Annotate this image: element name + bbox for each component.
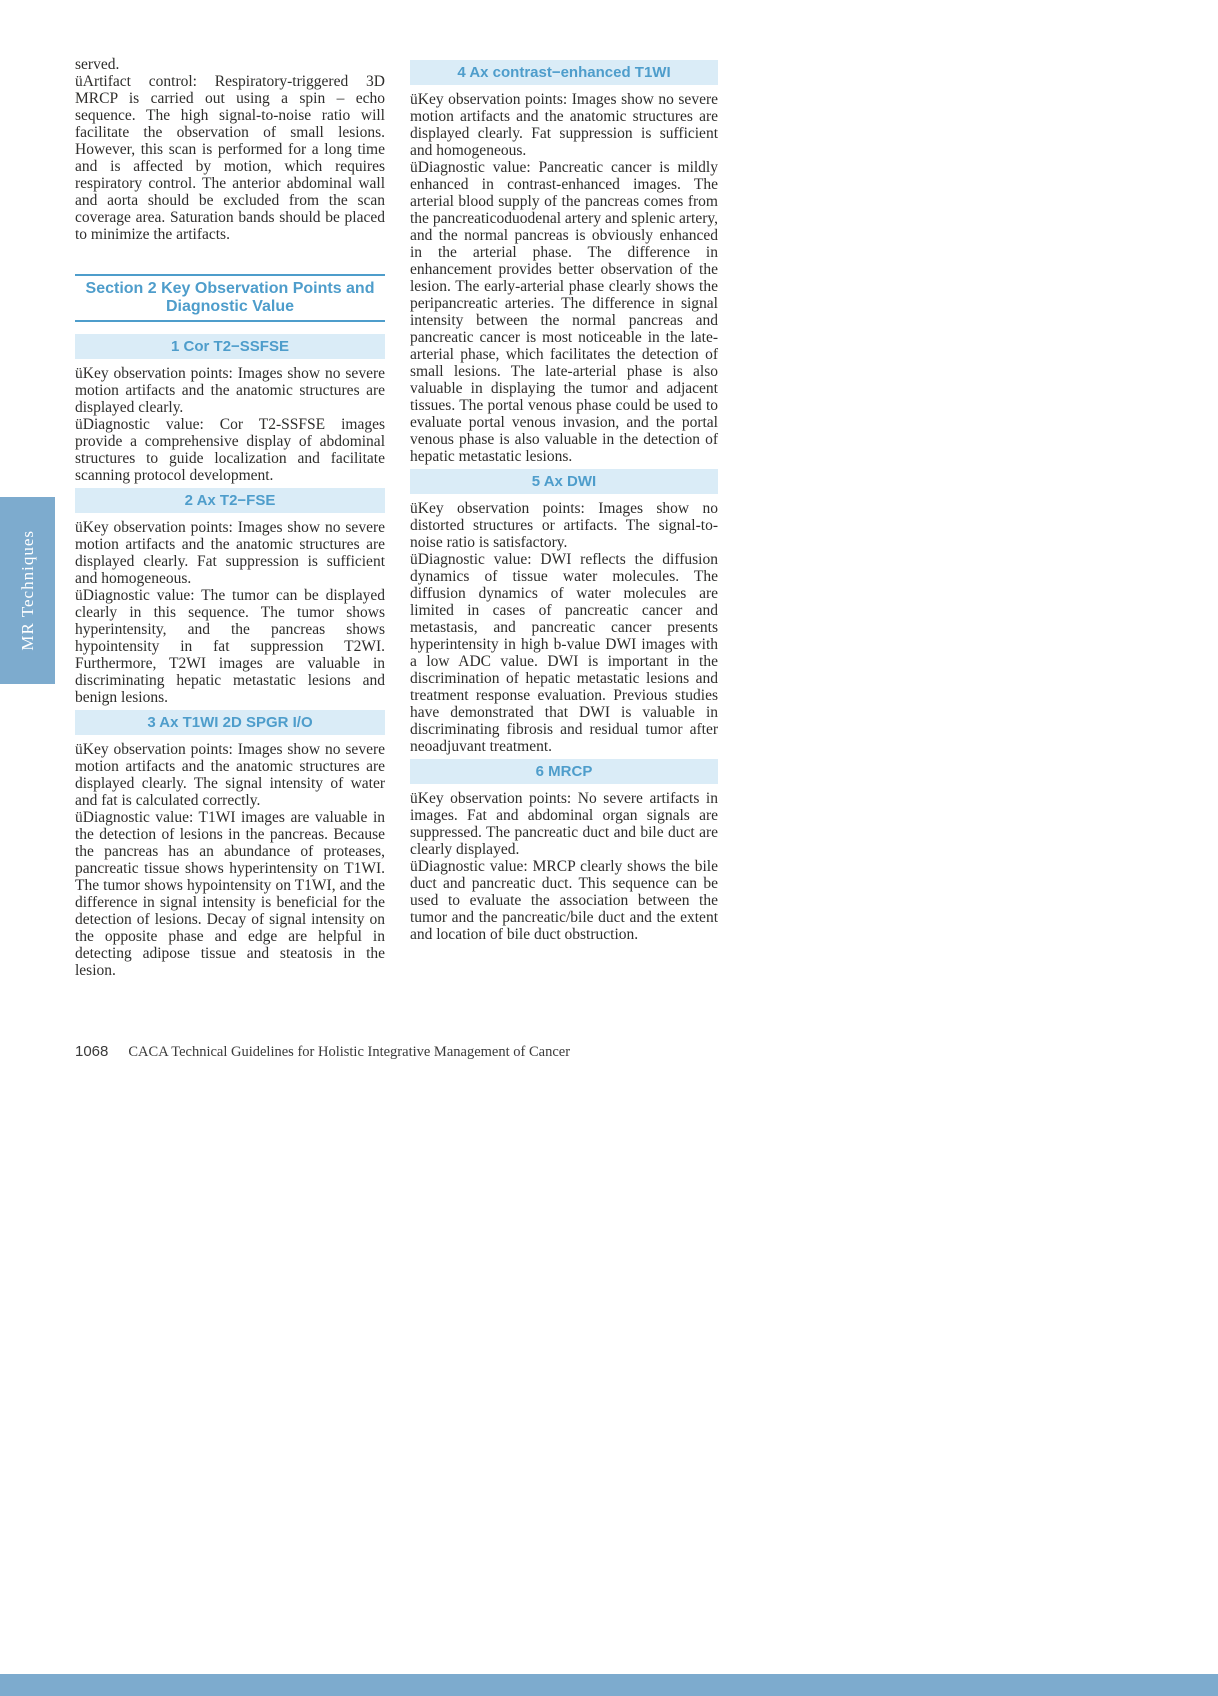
- paragraph-diagnostic-value: üDiagnostic value: Pancreatic cancer is mildly enhanced in contrast-enhanced images. The arterial blood supply of the pancreas comes from the pancreaticoduodenal artery and splenic artery, and the normal pancreas is obviously enhanced in the arterial phase. The difference in enhancement provides better observation of the lesion. The early-arterial phase clearly shows the peripancreatic arteries. The difference in signal intensity between the normal pancreas and pancreatic cancer is most noticeable in the late-arterial phase, which facilitates the detection of small lesions. The late-arterial phase is also valuable in displaying the tumor and adjacent tissues. The portal venous phase could be used to evaluate portal venous invasion, and the portal venous phase is also valuable in the detection of hepatic metastatic lesions.: [410, 159, 718, 465]
- right-column: [410, 56, 718, 943]
- paragraph-diagnostic-value: üDiagnostic value: DWI reflects the diffusion dynamics of tissue water molecules. The diffusion dynamics of water molecules are limited in cases of pancreatic cancer and metastasis, and pancreatic cancer presents hyperintensity in high b-value DWI images with a low ADC value. DWI is important in the discrimination of hepatic metastatic lesions and treatment response evaluation. Previous studies have demonstrated that DWI is valuable in discriminating fibrosis and residual tumor after neoadjuvant treatment.: [410, 551, 718, 755]
- paragraph: served.: [75, 56, 120, 73]
- left-column: [75, 56, 385, 979]
- heading-3-ax-t1wi-2d-spgr-io: 3 Ax T1WI 2D SPGR I/O: [75, 710, 385, 735]
- paragraph-artifact-control: üArtifact control: Respiratory-triggered 3D MRCP is carried out using a spin – echo sequence. The high signal-to-noise ratio will facilitate the observation of small lesions. However, this scan is performed for a long time and is affected by motion, which requires respiratory control. The anterior abdominal wall and aorta should be excluded from the scan coverage area. Saturation bands should be placed to minimize the artifacts.: [75, 73, 385, 243]
- section-2-header: [75, 274, 385, 322]
- page-footer: [75, 1043, 570, 1061]
- paragraph-key-points: üKey observation points: Images show no severe motion artifacts and the anatomic structures are displayed clearly. Fat suppression is sufficient and homogeneous.: [410, 91, 718, 159]
- page-number: 1068: [75, 1043, 109, 1060]
- paragraph-key-points: üKey observation points: Images show no distorted structures or artifacts. The signal-to-noise ratio is satisfactory.: [410, 500, 718, 551]
- heading-1-cor-t2-ssfse: 1 Cor T2−SSFSE: [75, 334, 385, 359]
- paragraph-diagnostic-value: üDiagnostic value: T1WI images are valuable in the detection of lesions in the pancreas. Because the pancreas has an abundance of proteases, pancreatic tissue shows hyperintensity on T1WI. The tumor shows hypointensity on T1WI, and the difference in signal intensity is beneficial for the detection of lesions. Decay of signal intensity on the opposite phase and edge are helpful in detecting adipose tissue and steatosis in the lesion.: [75, 809, 385, 979]
- heading-2-ax-t2-fse: 2 Ax T2−FSE: [75, 488, 385, 513]
- chapter-side-tab-label: MR Techniques: [17, 530, 37, 651]
- paragraph-key-points: üKey observation points: No severe artifacts in images. Fat and abdominal organ signals are suppressed. The pancreatic duct and bile duct are clearly displayed.: [410, 790, 718, 858]
- heading-6-mrcp: 6 MRCP: [410, 759, 718, 784]
- running-book-title: CACA Technical Guidelines for Holistic Integrative Management of Cancer: [128, 1044, 571, 1060]
- paragraph-key-points: üKey observation points: Images show no severe motion artifacts and the anatomic structures are displayed clearly. Fat suppression is sufficient and homogeneous.: [75, 519, 385, 587]
- heading-5-ax-dwi: 5 Ax DWI: [410, 469, 718, 494]
- paragraph-key-points: üKey observation points: Images show no severe motion artifacts and the anatomic structures are displayed clearly.: [75, 365, 385, 416]
- bottom-color-bar: [0, 1674, 1218, 1696]
- heading-4-ax-contrast-enhanced-t1wi: 4 Ax contrast−enhanced T1WI: [410, 60, 718, 85]
- paragraph-diagnostic-value: üDiagnostic value: MRCP clearly shows the bile duct and pancreatic duct. This sequence can be used to evaluate the association between the tumor and the pancreatic/bile duct and the extent and location of bile duct obstruction.: [410, 858, 718, 943]
- paragraph-diagnostic-value: üDiagnostic value: The tumor can be displayed clearly in this sequence. The tumor shows hyperintensity, and the pancreas shows hypointensity in fat suppression T2WI. Furthermore, T2WI images are valuable in discriminating hepatic metastatic lesions and benign lesions.: [75, 587, 385, 706]
- paragraph-key-points: üKey observation points: Images show no severe motion artifacts and the anatomic structures are displayed clearly. The signal intensity of water and fat is calculated correctly.: [75, 741, 385, 809]
- section-2-title-line2: Diagnostic Value: [165, 297, 295, 315]
- chapter-side-tab: [0, 497, 55, 684]
- paragraph-diagnostic-value: üDiagnostic value: Cor T2-SSFSE images provide a comprehensive display of abdominal structures to guide localization and facilitate scanning protocol development.: [75, 416, 385, 484]
- section-2-title-line1: Section 2 Key Observation Points and: [85, 280, 375, 297]
